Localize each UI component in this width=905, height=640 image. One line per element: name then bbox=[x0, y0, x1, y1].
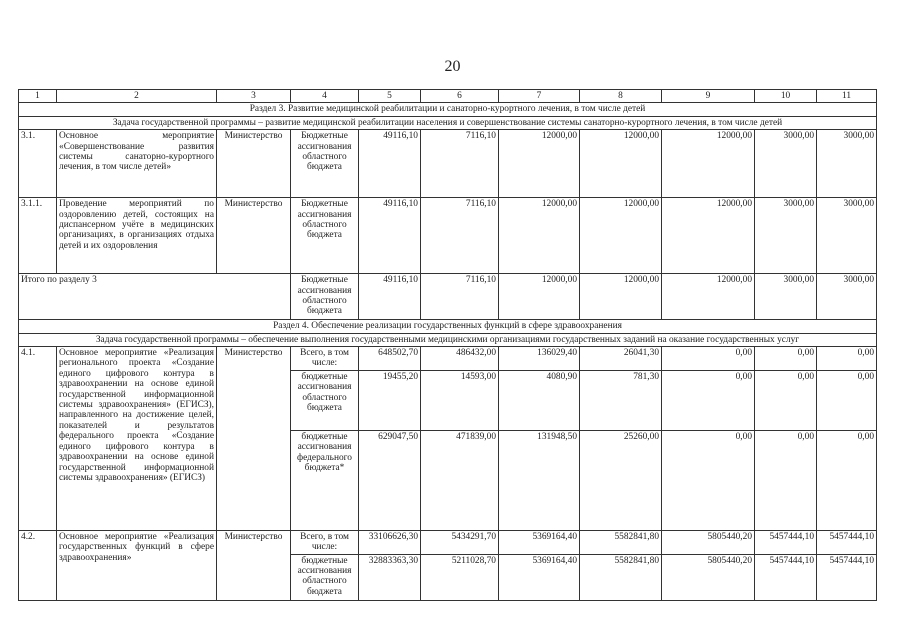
funding-source: Бюджетные ассигнования областного бюджета bbox=[291, 274, 359, 320]
measure-name: Основное мероприятие «Реализация регионального проекта «Создание единого цифрового контура в здравоохранении на основе единой государственной информационной системы здравоохранения» (ЕГИСЗ), направленного на достижение целей, показателей и результатов федерального проекта «Создание единого цифрового контура в здравоохранении на основе единой государственной информационной системы здравоохранения» (ЕГИСЗ) bbox=[57, 347, 217, 531]
amount-total: 648502,70 bbox=[359, 347, 421, 371]
column-number: 4 bbox=[291, 90, 359, 103]
amount-year: 12000,00 bbox=[662, 198, 755, 274]
amount-year: 12000,00 bbox=[662, 274, 755, 320]
table-row bbox=[19, 530, 877, 554]
row-number: 4.1. bbox=[19, 347, 57, 531]
table-row bbox=[19, 198, 877, 274]
amount-year: 5805440,20 bbox=[662, 554, 755, 600]
amount-total: 33106626,30 bbox=[359, 530, 421, 554]
measure-name: Основное мероприятие «Реализация государственных функций в сфере здравоохранения» bbox=[57, 530, 217, 600]
amount-year: 12000,00 bbox=[580, 274, 662, 320]
amount-year: 0,00 bbox=[755, 370, 817, 430]
section-3-task: Задача государственной программы – развитие медицинской реабилитации населения и совершенствование системы санаторно-курортного лечения, в том числе детей bbox=[19, 116, 877, 129]
section-title-row bbox=[19, 320, 877, 333]
section-4-task: Задача государственной программы – обеспечение выполнения государственными медицинскими организациями государственных заданий на оказание государственных услуг bbox=[19, 333, 877, 346]
column-number: 1 bbox=[19, 90, 57, 103]
amount-year: 486432,00 bbox=[421, 347, 499, 371]
column-number: 10 bbox=[755, 90, 817, 103]
table-row bbox=[19, 347, 877, 371]
amount-year: 5582841,80 bbox=[580, 554, 662, 600]
amount-total: 629047,50 bbox=[359, 430, 421, 530]
column-number: 11 bbox=[817, 90, 877, 103]
amount-year: 3000,00 bbox=[817, 274, 877, 320]
executor: Министерство bbox=[217, 347, 291, 531]
amount-year: 5457444,10 bbox=[817, 530, 877, 554]
funding-source: Бюджетные ассигнования областного бюджета bbox=[291, 130, 359, 198]
table-row bbox=[19, 130, 877, 198]
amount-year: 0,00 bbox=[662, 430, 755, 530]
amount-year: 3000,00 bbox=[817, 198, 877, 274]
amount-year: 12000,00 bbox=[499, 198, 580, 274]
amount-year: 3000,00 bbox=[817, 130, 877, 198]
column-number: 8 bbox=[580, 90, 662, 103]
amount-year: 26041,30 bbox=[580, 347, 662, 371]
page-number: 20 bbox=[444, 58, 461, 75]
amount-year: 5805440,20 bbox=[662, 530, 755, 554]
amount-year: 0,00 bbox=[755, 347, 817, 371]
amount-year: 25260,00 bbox=[580, 430, 662, 530]
amount-year: 12000,00 bbox=[499, 274, 580, 320]
amount-year: 7116,10 bbox=[421, 198, 499, 274]
amount-year: 7116,10 bbox=[421, 130, 499, 198]
row-number: 3.1.1. bbox=[19, 198, 57, 274]
amount-year: 7116,10 bbox=[421, 274, 499, 320]
amount-year: 5369164,40 bbox=[499, 530, 580, 554]
amount-year: 0,00 bbox=[662, 370, 755, 430]
amount-year: 0,00 bbox=[662, 347, 755, 371]
amount-year: 3000,00 bbox=[755, 130, 817, 198]
amount-year: 5457444,10 bbox=[755, 530, 817, 554]
amount-total: 19455,20 bbox=[359, 370, 421, 430]
column-number: 5 bbox=[359, 90, 421, 103]
executor: Министерство bbox=[217, 130, 291, 198]
amount-year: 5582841,80 bbox=[580, 530, 662, 554]
measure-name: Основное мероприятие «Совершенствование развития системы санаторно-курортного лечения, в том числе детей» bbox=[57, 130, 217, 198]
row-number: 3.1. bbox=[19, 130, 57, 198]
column-number: 9 bbox=[662, 90, 755, 103]
section-title-row bbox=[19, 103, 877, 116]
amount-total: 49116,10 bbox=[359, 130, 421, 198]
amount-year: 12000,00 bbox=[580, 198, 662, 274]
funding-source: бюджетные ассигнования областного бюджета bbox=[291, 554, 359, 600]
funding-source: Всего, в том числе: bbox=[291, 347, 359, 371]
amount-year: 5211028,70 bbox=[421, 554, 499, 600]
section-4-title: Раздел 4. Обеспечение реализации государственных функций в сфере здравоохранения bbox=[19, 320, 877, 333]
amount-year: 12000,00 bbox=[662, 130, 755, 198]
amount-year: 131948,50 bbox=[499, 430, 580, 530]
amount-year: 781,30 bbox=[580, 370, 662, 430]
column-number-row bbox=[19, 90, 877, 103]
column-number: 7 bbox=[499, 90, 580, 103]
amount-total: 32883363,30 bbox=[359, 554, 421, 600]
amount-total: 49116,10 bbox=[359, 274, 421, 320]
section-total-label: Итого по разделу 3 bbox=[19, 274, 291, 320]
section-3-title: Раздел 3. Развитие медицинской реабилитации и санаторно-курортного лечения, в том числе детей bbox=[19, 103, 877, 116]
funding-source: Бюджетные ассигнования областного бюджета bbox=[291, 198, 359, 274]
amount-year: 4080,90 bbox=[499, 370, 580, 430]
amount-year: 0,00 bbox=[817, 370, 877, 430]
amount-year: 5457444,10 bbox=[817, 554, 877, 600]
amount-year: 12000,00 bbox=[580, 130, 662, 198]
amount-year: 14593,00 bbox=[421, 370, 499, 430]
amount-year: 471839,00 bbox=[421, 430, 499, 530]
amount-year: 0,00 bbox=[755, 430, 817, 530]
funding-source: бюджетные ассигнования областного бюджета bbox=[291, 370, 359, 430]
amount-year: 0,00 bbox=[817, 347, 877, 371]
column-number: 3 bbox=[217, 90, 291, 103]
budget-table bbox=[18, 89, 877, 601]
amount-year: 3000,00 bbox=[755, 198, 817, 274]
row-number: 4.2. bbox=[19, 530, 57, 600]
amount-year: 5369164,40 bbox=[499, 554, 580, 600]
amount-year: 5434291,70 bbox=[421, 530, 499, 554]
amount-year: 3000,00 bbox=[755, 274, 817, 320]
column-number: 6 bbox=[421, 90, 499, 103]
funding-source: Всего, в том числе: bbox=[291, 530, 359, 554]
task-row bbox=[19, 116, 877, 129]
column-number: 2 bbox=[57, 90, 217, 103]
amount-year: 5457444,10 bbox=[755, 554, 817, 600]
measure-name: Проведение мероприятий по оздоровлению детей, состоящих на диспансерном учёте в медицинских организациях, в организациях отдыха детей и их оздоровления bbox=[57, 198, 217, 274]
funding-source: бюджетные ассигнования федерального бюджета* bbox=[291, 430, 359, 530]
section-total-row bbox=[19, 274, 877, 320]
amount-total: 49116,10 bbox=[359, 198, 421, 274]
amount-year: 0,00 bbox=[817, 430, 877, 530]
executor: Министерство bbox=[217, 530, 291, 600]
amount-year: 136029,40 bbox=[499, 347, 580, 371]
task-row bbox=[19, 333, 877, 346]
executor: Министерство bbox=[217, 198, 291, 274]
amount-year: 12000,00 bbox=[499, 130, 580, 198]
